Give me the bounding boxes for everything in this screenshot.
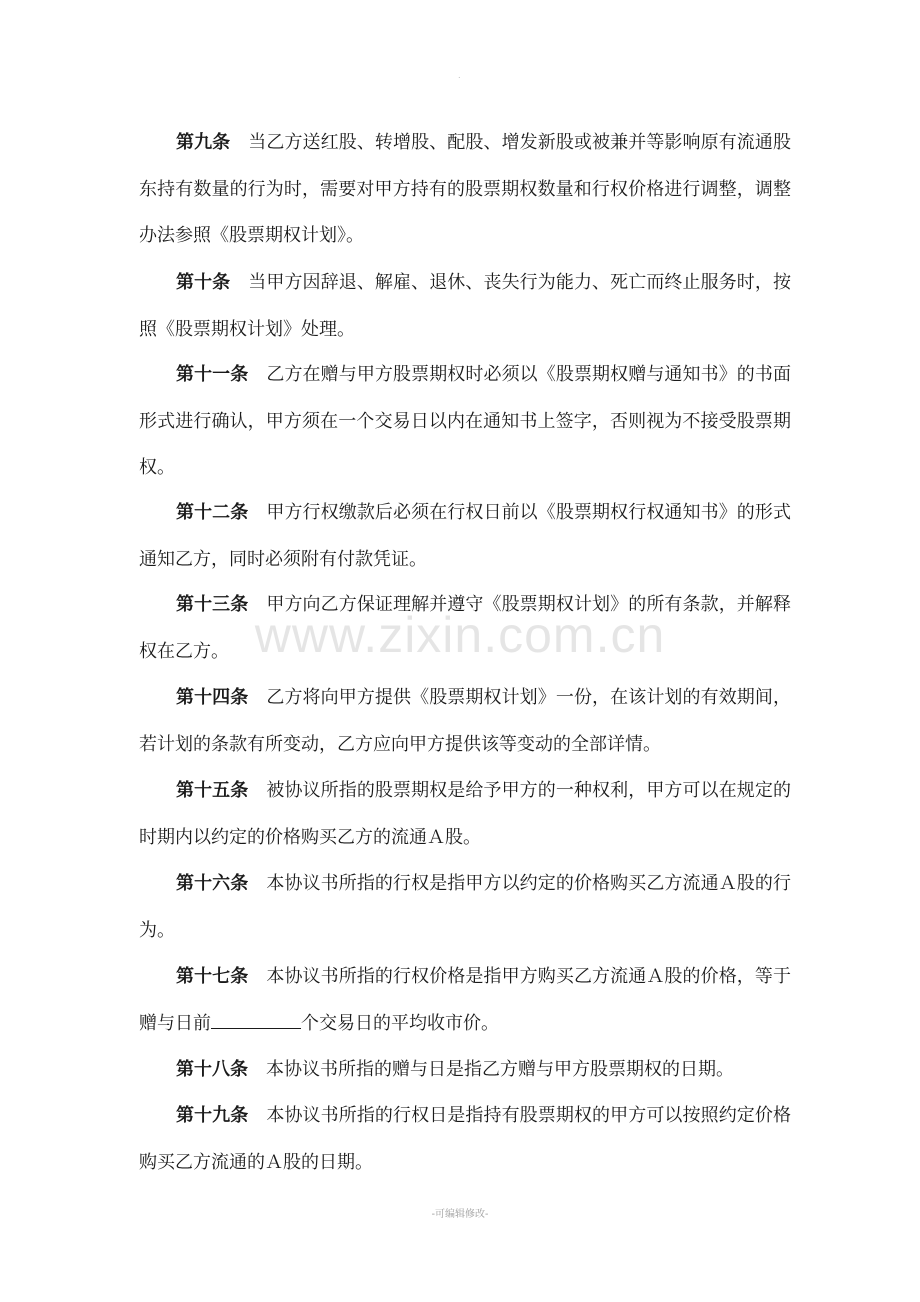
article-18	[139, 1047, 791, 1094]
article-text: 甲方向乙方保证理解并遵守《股票期权计划》的所有条款，并解释权在乙方。	[139, 594, 791, 662]
article-number: 第十九条	[176, 1105, 249, 1126]
article-16	[139, 861, 791, 954]
article-number: 第十六条	[176, 873, 249, 894]
article-17	[139, 954, 791, 1047]
fill-in-blank[interactable]	[211, 1012, 301, 1029]
article-15	[139, 768, 791, 861]
article-text: 被协议所指的股票期权是给予甲方的一种权利，甲方可以在规定的时期内以约定的价格购买乙方的流通Ａ股。	[139, 780, 791, 848]
page-footer: -可编辑修改-	[431, 1209, 489, 1220]
article-14	[139, 675, 791, 768]
watermark: www.zixin.com.cn	[254, 607, 666, 663]
article-number: 第十一条	[176, 364, 249, 385]
article-number: 第九条	[176, 132, 231, 153]
article-12	[139, 490, 791, 583]
article-number: 第十三条	[176, 594, 249, 615]
article-text: 乙方在赠与甲方股票期权时必须以《股票期权赠与通知书》的书面形式进行确认，甲方须在一个交易日以内在通知书上签字，否则视为不接受股票期权。	[139, 364, 791, 478]
top-mark: .	[458, 71, 461, 80]
article-number: 第十五条	[176, 780, 249, 801]
article-19	[139, 1093, 791, 1186]
article-number: 第十条	[176, 272, 231, 293]
article-text: 当乙方送红股、转增股、配股、增发新股或被兼并等影响原有流通股东持有数量的行为时，需要对甲方持有的股票期权数量和行权价格进行调整，调整办法参照《股票期权计划》。	[139, 132, 791, 246]
article-text-continued: 个交易日的平均收市价。	[301, 1012, 499, 1034]
article-text: 乙方将向甲方提供《股票期权计划》一份，在该计划的有效期间，若计划的条款有所变动，乙方应向甲方提供该等变动的全部详情。	[139, 687, 791, 755]
article-text: 本协议书所指的赠与日是指乙方赠与甲方股票期权的日期。	[266, 1059, 734, 1080]
article-text: 本协议书所指的行权日是指持有股票期权的甲方可以按照约定价格购买乙方流通的Ａ股的日期。	[139, 1105, 791, 1173]
article-11	[139, 352, 791, 492]
article-number: 第十七条	[176, 966, 249, 987]
article-text: 本协议书所指的行权价格是指甲方购买乙方流通Ａ股的价格，等于赠与日前	[139, 966, 791, 1034]
article-9	[139, 120, 791, 260]
article-10	[139, 260, 791, 353]
article-number: 第十二条	[176, 502, 249, 523]
article-text: 当甲方因辞退、解雇、退休、丧失行为能力、死亡而终止服务时，按照《股票期权计划》处理。	[139, 272, 791, 340]
article-text: 本协议书所指的行权是指甲方以约定的价格购买乙方流通Ａ股的行为。	[139, 873, 791, 941]
article-number: 第十八条	[176, 1059, 248, 1080]
article-13	[139, 582, 791, 675]
article-text: 甲方行权缴款后必须在行权日前以《股票期权行权通知书》的形式通知乙方，同时必须附有付款凭证。	[139, 502, 791, 570]
article-number: 第十四条	[176, 687, 249, 708]
